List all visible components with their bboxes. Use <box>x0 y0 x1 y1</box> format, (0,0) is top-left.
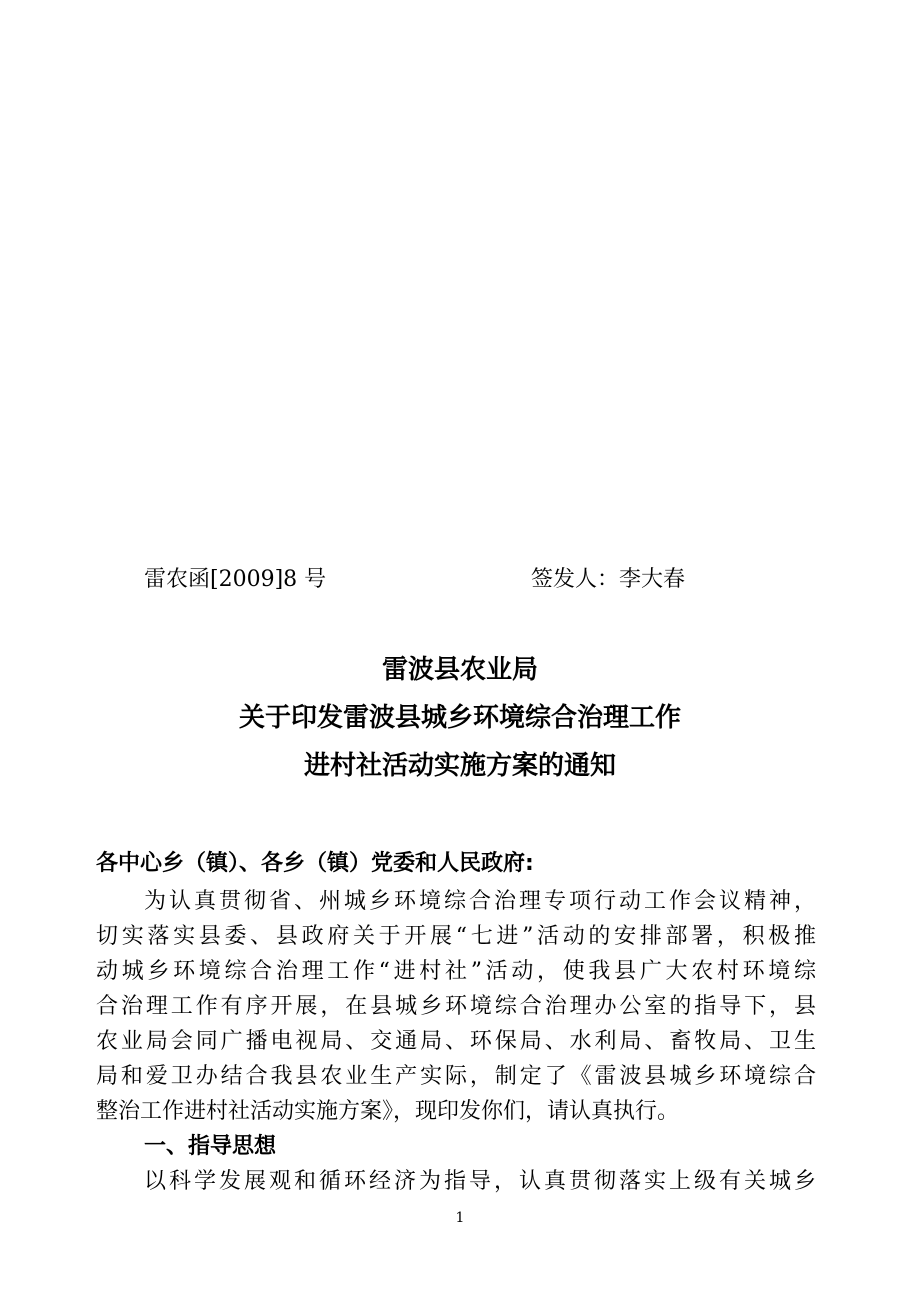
page-number: 1 <box>455 1210 465 1226</box>
body-line: 整治工作进村社活动实施方案》，现印发你们，请认真执行。 <box>96 1099 680 1124</box>
document-body <box>96 884 816 1199</box>
body-line: 农业局会同广播电视局、交通局、环保局、水利局、畜牧局、卫生 <box>96 1029 816 1054</box>
title-line-subject-continued: 进村社活动实施方案的通知 <box>303 751 616 781</box>
title-line-issuer: 雷波县农业局 <box>381 655 538 685</box>
body-line: 局和爱卫办结合我县农业生产实际，制定了《雷波县城乡环境综合 <box>96 1064 816 1089</box>
section-heading: 一、指导思想 <box>144 1134 277 1159</box>
body-line: 为认真贯彻省、州城乡环境综合治理专项行动工作会议精神， <box>144 889 816 914</box>
document-title <box>0 648 920 792</box>
body-line: 以科学发展观和循环经济为指导，认真贯彻落实上级有关城乡 <box>144 1169 816 1194</box>
document-number: 雷农函[2009]8 号 <box>144 567 327 592</box>
addressee: 各中心乡（镇）、各乡（镇）党委和人民政府: <box>96 851 534 876</box>
body-line: 动城乡环境综合治理工作“进村社”活动，使我县广大农村环境综 <box>96 959 816 984</box>
title-line-subject: 关于印发雷波县城乡环境综合治理工作 <box>238 703 681 733</box>
body-line: 切实落实县委、县政府关于开展“七进”活动的安排部署，积极推 <box>96 924 816 949</box>
body-line: 合治理工作有序开展，在县城乡环境综合治理办公室的指导下，县 <box>96 994 816 1019</box>
signer: 签发人：李大春 <box>531 567 686 592</box>
